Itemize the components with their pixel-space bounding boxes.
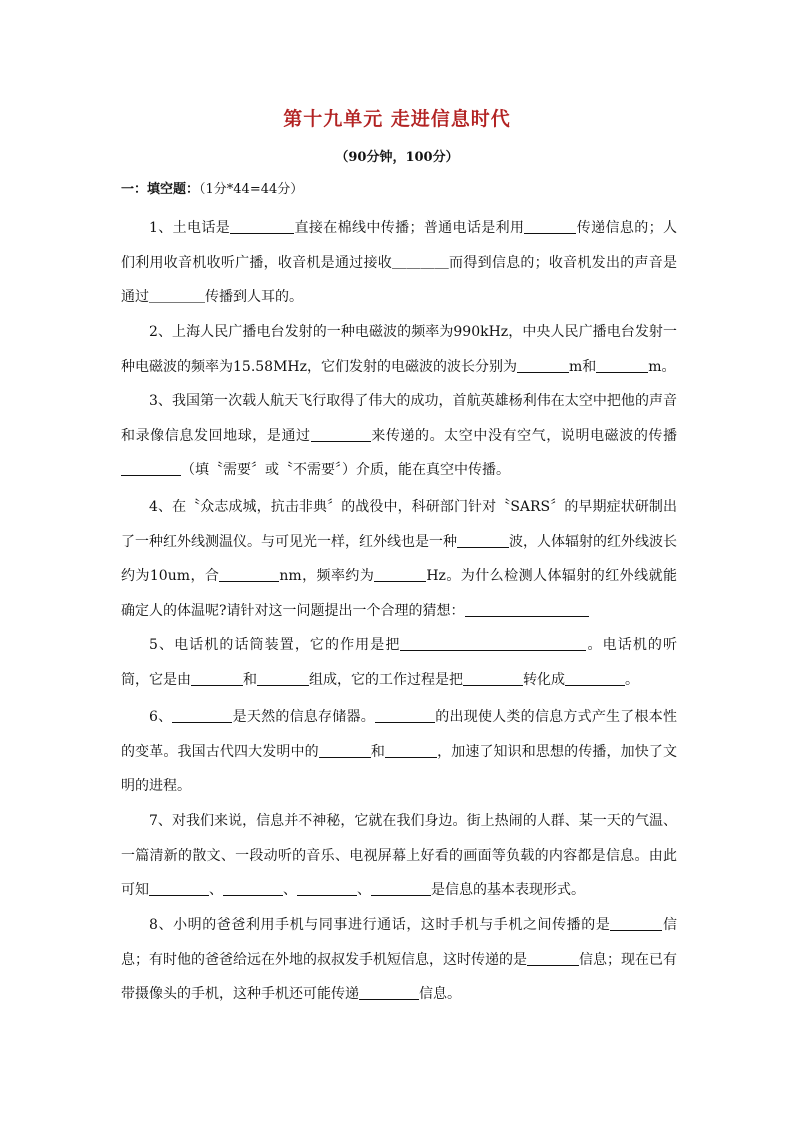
blank [527,949,579,966]
q5-text-b: 。电话机的听筒，它是由 [121,637,678,688]
blank [172,706,232,723]
question-3 [121,384,677,488]
q7-text-a: 7、对我们来说，信息并不神秘，它就在我们身边。街上热闹的人群、某一天的气温、一篇清新的散文、一段动听的音乐、电视屏幕上好看的画面等负载的内容都是信息。由此可知 [121,813,677,898]
blank [596,356,648,373]
blank [371,879,431,896]
q4-text-c: nm，频率约为 [279,568,375,584]
q6-text-c: 的出现使人类的信息方式产生了根本性的变革。我国古代四大发明中的 [121,709,678,760]
q8-text-a: 8、小明的爸爸利用手机与同事进行通话，这时手机与手机之间传播的是 [149,917,611,933]
q1-text-a: 1、土电话是 [149,220,231,236]
q1-text-b: 直接在棉线中传播；普通电话是利用 [294,220,525,236]
q2-text-c: m。 [648,358,676,375]
q3-text-a: 3、我国第一次载人航天飞行取得了伟大的成功，首航英雄杨利伟在太空中把他的声音和录像信息发回地球，是通过 [121,393,677,444]
blank [374,565,426,582]
blank [385,741,437,758]
blank [517,356,569,373]
blank [311,425,371,442]
q5-text-c: 和 [243,671,257,688]
q8-text-c: 信息；现在已有带摄像头的手机，这种手机还可能传递 [121,951,677,1002]
blank [610,914,662,931]
question-2 [121,315,677,384]
q1-text-c: 传递信息的；人们利用收音机收听广播，收音机是通过接收＿＿＿＿而得到信息的；收音机发出的声音是通过＿＿＿＿传播到人耳的。 [121,220,677,305]
blank [524,217,576,234]
question-8 [121,908,677,1012]
blank [297,879,357,896]
q7-text-c: 、 [283,882,297,898]
blank [465,600,589,617]
page-title: 第十九单元 走进信息时代 [283,108,511,130]
blank [191,669,243,686]
question-4 [121,490,677,628]
blank [319,741,371,758]
q5-text-e: 转化成 [523,671,565,688]
q7-text-b: 、 [209,882,223,898]
blank [257,669,309,686]
question-6 [121,700,677,804]
q8-text-b: 信息；有时他的爸爸给远在外地的叔叔发手机短信息，这时传递的是 [121,917,678,968]
q5-text-d: 组成，它的工作过程是把 [309,671,463,688]
q5-text-f: 。 [625,671,639,688]
q8-text-d: 信息。 [419,986,461,1002]
section-heading [121,178,303,197]
q5-text-a: 5、电话机的话筒装置，它的作用是把 [149,637,401,653]
q4-text-a: 4、在〝众志成城，抗击非典〞的战役中，科研部门针对〝SARS〞的早期症状研制出了一种红外线测温仪。与可见光一样，红外线也是一种 [121,499,677,550]
blank [121,459,181,476]
blank [149,879,209,896]
q6-text-e: ，加速了知识和思想的传播，加快了文明的进程。 [121,743,678,794]
blank [219,565,279,582]
section-score: （1分*44=44分） [199,182,304,197]
blank [400,634,586,651]
q6-text-b: 是天然的信息存储器。 [232,709,375,725]
q7-text-e: 是信息的基本表现形式。 [431,882,585,898]
q7-text-d: 、 [357,882,371,898]
blank [565,669,625,686]
q4-text-d: Hz。为什么检测人体辐射的红外线就能确定人的体温呢?请针对这一问题提出一个合理的猜想： [121,568,678,619]
section-title: 一：填空题： [121,182,200,197]
q3-text-b: 来传递的。太空中没有空气，说明电磁波的传播 [370,427,678,444]
blank [375,706,435,723]
q2-text-a: 2、上海人民广播电台发射的一种电磁波的频率为990kHz，中央人民广播电台发射一种电磁波的频率为15.58MHz，它们发射的电磁波的波长分别为 [121,324,677,375]
q6-text-a: 6、 [149,709,173,725]
blank [223,879,283,896]
blank [457,531,509,548]
question-5 [121,628,677,697]
question-1 [121,211,677,315]
blank [359,983,419,1000]
blank [463,669,523,686]
q4-text-b: 波，人体辐射的红外线波长约为10um，合 [121,533,677,584]
page-subtitle: （90分钟，100分） [335,150,459,165]
q2-text-b: m和 [569,358,597,375]
q6-text-d: 和 [370,743,385,760]
blank [230,217,294,234]
q3-text-c: （填〝需要〞或〝不需要〞）介质，能在真空中传播。 [181,462,510,478]
question-7 [121,804,677,908]
